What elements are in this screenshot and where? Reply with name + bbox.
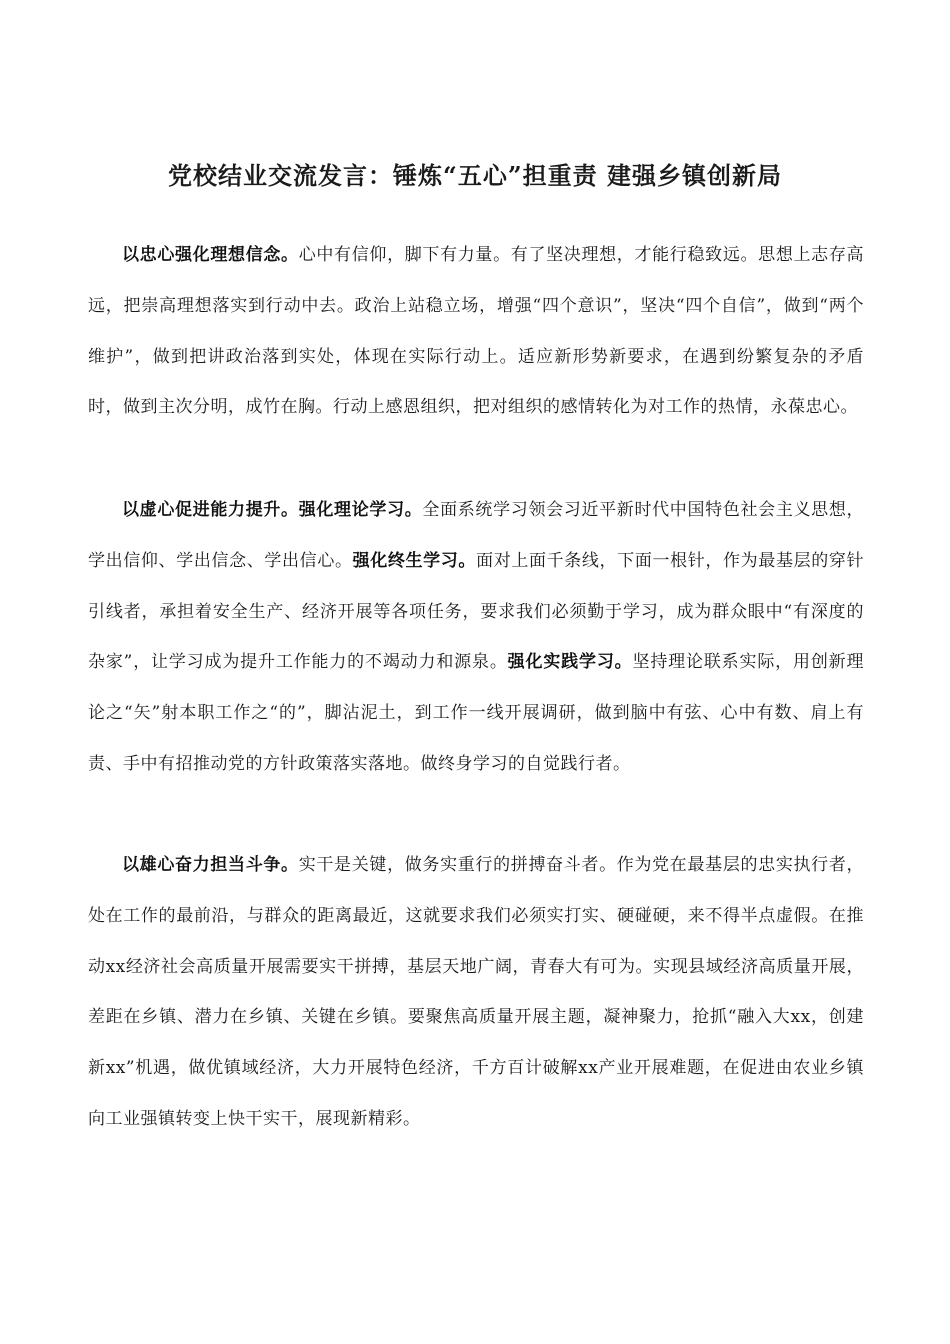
paragraph-keyword: 强化终生学习。 — [352, 550, 477, 571]
document-title: 党校结业交流发言：锤炼“五心”担重责 建强乡镇创新局 — [168, 161, 782, 190]
paragraph-lead: 以虚心促进能力提升。 — [122, 500, 299, 520]
paragraph-humility — [88, 485, 864, 790]
paragraph-lead: 以忠心强化理想信念。 — [122, 245, 299, 265]
paragraph-text: 面对上面千条线，下面一根针，作为最基层的穿针引线者，承担着安全生产、经济开展等各项任务，要求我们必须勤于学习，成为群众眼中“有深度的杂家”，让学习成为提升工作能力的不竭动力和源泉。 — [88, 550, 865, 673]
paragraph-keyword: 强化理论学习。 — [298, 500, 423, 520]
paragraph-text: 坚持理论联系实际，用创新理论之“矢”射本职工作之“的”，脚沾泥土，到工作一线开展调研，做到脑中有弦、心中有数、肩上有责、手中有招推动党的方针政策落实落地。做终身学习的自觉践行者。 — [88, 652, 864, 774]
paragraph-keyword: 强化实践学习。 — [507, 652, 633, 673]
paragraph-text: 心中有信仰，脚下有力量。有了坚决理想，才能行稳致远。思想上志存高远，把崇高理想落实到行动中去。政治上站稳立场，增强“四个意识”，坚决“四个自信”，做到“两个维护”，做到把讲政治落到实处，体现在实际行动上。适应新形势新要求，在遇到纷繁复杂的矛盾时，做到主次分明，成竹在胸。行动上感恩组织，把对组织的感情转化为对工作的热情，永葆忠心。 — [88, 245, 865, 418]
paragraph-text: 实干是关键，做务实重行的拼搏奋斗者。作为党在最基层的忠实执行者，处在工作的最前沿，与群众的距离最近，这就要求我们必须实打实、硬碰硬，来不得半点虚假。在推动xx经济社会高质量开展需要实干拼搏，基层天地广阔，青春大有可为。实现县域经济高质量开展，差距在乡镇、潜力在乡镇、关键在乡镇。要聚焦高质量开展主题，凝神聚力，抢抓“融入大xx，创建新xx”机遇，做优镇域经济，大力开展特色经济，千方百计破解xx产业开展难题，在促进由农业乡镇向工业强镇转变上快干实干，展现新精彩。 — [88, 855, 865, 1129]
paragraph-text: 全面系统学习领会习近平新时代中国特色社会主义思想，学出信仰、学出信念、学出信心。 — [88, 500, 865, 571]
paragraph-ambition — [88, 840, 864, 1145]
paragraph-loyalty — [88, 230, 864, 433]
paragraph-lead: 以雄心奋力担当斗争。 — [122, 855, 299, 875]
